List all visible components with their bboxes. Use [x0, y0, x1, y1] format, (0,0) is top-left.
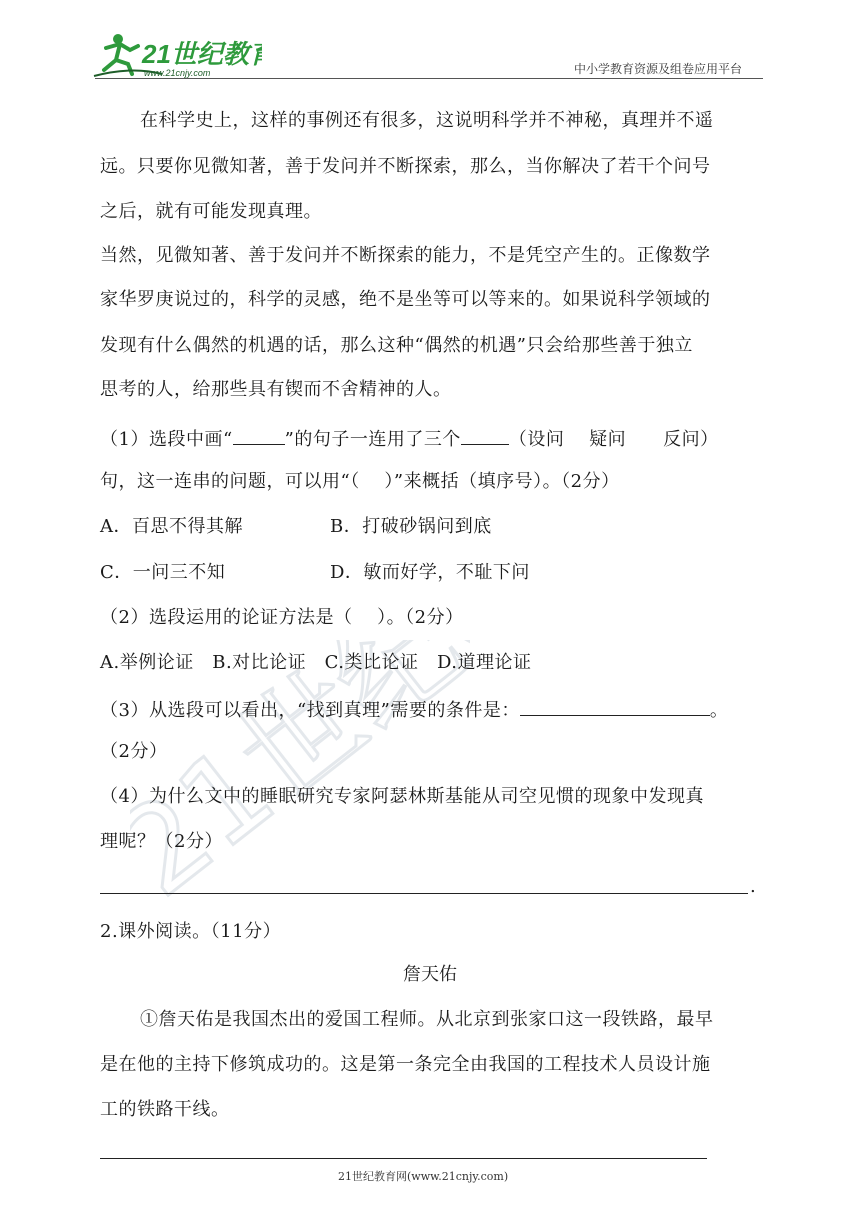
q1-option-b: B．打破砂锅问到底 [330, 516, 492, 537]
q4-answer-end: . [750, 876, 756, 897]
watermark-text: 21世纪教 [130, 640, 470, 900]
logo-graphic [92, 30, 262, 82]
logo-text: 21世纪教育 [142, 39, 262, 69]
article-title: 詹天佑 [403, 964, 457, 985]
q2-options: A.举例论证 B.对比论证 C.类比论证 D.道理论证 [100, 652, 532, 673]
q1-option-d: D．敏而好学，不耻下问 [330, 562, 530, 583]
watermark [130, 640, 470, 900]
passage-line: 家华罗庚说过的，科学的灵感，绝不是坐等可以等来的。如果说科学领域的 [100, 289, 711, 310]
q3-score: （2分） [100, 741, 168, 762]
q1-underline-sample [233, 426, 285, 445]
q1-prompt-part-c: （设问 疑问 反问） [508, 429, 719, 450]
passage-line: 在科学史上，这样的事例还有很多，这说明科学并不神秘，真理并不遥 [140, 110, 714, 131]
q1-prompt [100, 426, 719, 452]
header-tagline: 中小学教育资源及组卷应用平台 [574, 62, 743, 76]
passage-line: 当然，见微知著、善于发问并不断探索的能力，不是凭空产生的。正像数学 [100, 245, 711, 266]
passage-line: 远。只要你见微知著，善于发问并不断探索，那么，当你解决了若干个问号 [100, 156, 711, 177]
q4-prompt-line2: 理呢？（2分） [100, 831, 223, 852]
q3-prompt-end: 。 [709, 700, 729, 721]
q1-option-a: A．百思不得其解 [100, 516, 243, 537]
header-divider [95, 78, 763, 79]
site-logo [92, 30, 262, 82]
q1-blank[interactable] [461, 426, 509, 445]
q4-answer-line[interactable] [100, 893, 748, 894]
article-line: 是在他的主持下修筑成功的。这是第一条完全由我国的工程技术人员设计施 [100, 1054, 711, 1075]
footer-text: 21世纪教育网(www.21cnjy.com) [338, 1170, 509, 1183]
article-line: 工的铁路干线。 [100, 1099, 230, 1120]
q1-option-c: C．一问三不知 [100, 562, 226, 583]
q3-prompt [100, 697, 728, 723]
q3-answer-blank[interactable] [520, 697, 710, 716]
q1-prompt-part-a: （1）选段中画“ [100, 429, 233, 450]
passage-line: 之后，就有可能发现真理。 [100, 201, 322, 222]
section-heading: 2.课外阅读。（11分） [100, 921, 282, 942]
footer-divider [100, 1158, 707, 1159]
q1-prompt-line2: 句，这一连串的问题，可以用“（ ）”来概括（填序号）。（2分） [100, 471, 620, 492]
q3-prompt-text: （3）从选段可以看出，“找到真理”需要的条件是： [100, 700, 520, 721]
q4-prompt: （4）为什么文中的睡眠研究专家阿瑟林斯基能从司空见惯的现象中发现真 [100, 786, 704, 807]
passage-line: 发现有什么偶然的机遇的话，那么这种“偶然的机遇”只会给那些善于独立 [100, 335, 693, 356]
logo-url: www.21cnjy.com [144, 68, 211, 78]
q1-prompt-part-b: ”的句子一连用了三个 [284, 429, 461, 450]
q2-prompt: （2）选段运用的论证方法是（ ）。（2分） [100, 607, 464, 628]
watermark-graphic [130, 640, 470, 900]
article-line: ①詹天佑是我国杰出的爱国工程师。从北京到张家口这一段铁路，最早 [140, 1009, 714, 1030]
passage-line: 思考的人，给那些具有锲而不舍精神的人。 [100, 379, 452, 400]
